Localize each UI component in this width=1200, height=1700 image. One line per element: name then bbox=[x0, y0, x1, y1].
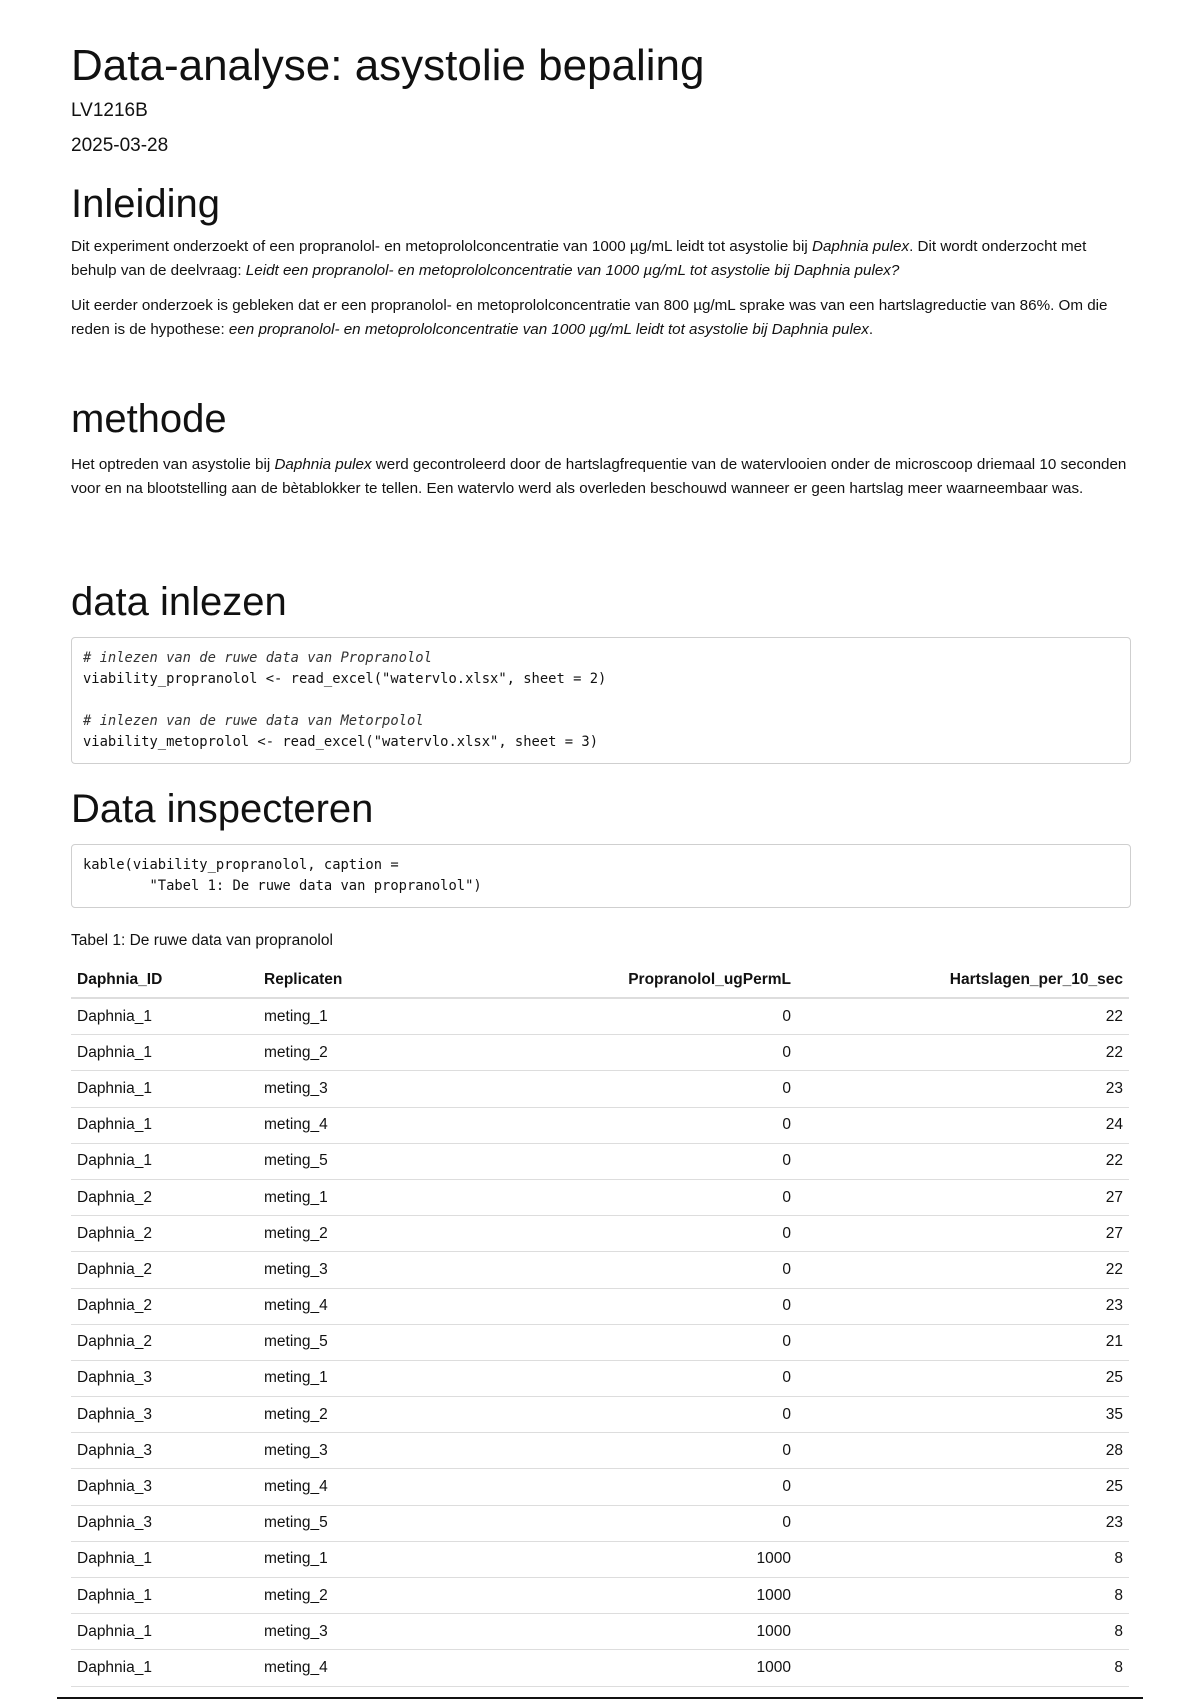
cell-daphnia-id: Daphnia_2 bbox=[71, 1179, 258, 1215]
page-title: Data-analyse: asystolie bepaling bbox=[71, 41, 705, 90]
cell-daphnia-id: Daphnia_2 bbox=[71, 1216, 258, 1252]
cell-hartslagen: 22 bbox=[797, 998, 1129, 1035]
cell-propranolol: 0 bbox=[470, 1433, 797, 1469]
cell-daphnia-id: Daphnia_1 bbox=[71, 1071, 258, 1107]
cell-hartslagen: 23 bbox=[797, 1505, 1129, 1541]
cell-replicaat: meting_3 bbox=[258, 1433, 470, 1469]
cell-replicaat: meting_1 bbox=[258, 1541, 470, 1577]
cell-propranolol: 0 bbox=[470, 1252, 797, 1288]
column-header-replicaten: Replicaten bbox=[258, 962, 470, 998]
table-row bbox=[71, 1614, 1129, 1650]
table-row bbox=[71, 1288, 1129, 1324]
cell-hartslagen: 8 bbox=[797, 1614, 1129, 1650]
cell-hartslagen: 8 bbox=[797, 1650, 1129, 1686]
section-heading-data-inlezen: data inlezen bbox=[71, 580, 287, 624]
table-header-row bbox=[71, 962, 1129, 998]
table-body bbox=[71, 998, 1129, 1686]
cell-replicaat: meting_4 bbox=[258, 1650, 470, 1686]
column-header-daphnia-id: Daphnia_ID bbox=[71, 962, 258, 998]
cell-hartslagen: 28 bbox=[797, 1433, 1129, 1469]
cell-daphnia-id: Daphnia_3 bbox=[71, 1505, 258, 1541]
table-row bbox=[71, 1505, 1129, 1541]
cell-propranolol: 0 bbox=[470, 1288, 797, 1324]
italic-text-segment: Leidt een propranolol- en metoprololconcentratie van 1000 µg/mL tot asystolie bij Daphnia pulex? bbox=[245, 262, 900, 279]
table-row bbox=[71, 1541, 1129, 1577]
table-row bbox=[71, 1071, 1129, 1107]
table-row bbox=[71, 1397, 1129, 1433]
author: LV1216B bbox=[71, 100, 148, 121]
cell-hartslagen: 22 bbox=[797, 1143, 1129, 1179]
table-row bbox=[71, 1360, 1129, 1396]
cell-replicaat: meting_2 bbox=[258, 1578, 470, 1614]
text-segment: . bbox=[868, 321, 874, 338]
cell-daphnia-id: Daphnia_1 bbox=[71, 1107, 258, 1143]
text-segment: Het optreden van asystolie bij bbox=[71, 456, 275, 473]
cell-propranolol: 0 bbox=[470, 1071, 797, 1107]
cell-daphnia-id: Daphnia_1 bbox=[71, 1143, 258, 1179]
cell-replicaat: meting_3 bbox=[258, 1071, 470, 1107]
column-header-propranolol: Propranolol_ugPermL bbox=[470, 962, 797, 998]
cell-propranolol: 0 bbox=[470, 1469, 797, 1505]
cell-hartslagen: 27 bbox=[797, 1179, 1129, 1215]
column-header-hartslagen: Hartslagen_per_10_sec bbox=[797, 962, 1129, 998]
table-caption: Tabel 1: De ruwe data van propranolol bbox=[71, 932, 333, 949]
cell-hartslagen: 23 bbox=[797, 1288, 1129, 1324]
code-line: viability_propranolol <- read_excel("watervlo.xlsx", sheet = 2) bbox=[83, 671, 607, 687]
code-line: viability_metoprolol <- read_excel("watervlo.xlsx", sheet = 3) bbox=[83, 734, 598, 750]
section-heading-data-inspecteren: Data inspecteren bbox=[71, 787, 374, 831]
cell-replicaat: meting_3 bbox=[258, 1614, 470, 1650]
code-comment-line: # inlezen van de ruwe data van Metorpolol bbox=[83, 713, 424, 729]
cell-hartslagen: 27 bbox=[797, 1216, 1129, 1252]
cell-replicaat: meting_3 bbox=[258, 1252, 470, 1288]
table-row bbox=[71, 1433, 1129, 1469]
page-bottom-divider bbox=[57, 1697, 1143, 1699]
table-row bbox=[71, 1216, 1129, 1252]
italic-text-segment: een propranolol- en metoprololconcentratie van 1000 µg/mL leidt tot asystolie bij Daphnia pulex bbox=[228, 321, 869, 338]
cell-replicaat: meting_2 bbox=[258, 1216, 470, 1252]
cell-replicaat: meting_5 bbox=[258, 1324, 470, 1360]
cell-replicaat: meting_2 bbox=[258, 1397, 470, 1433]
text-segment: Dit experiment onderzoekt of een propranolol- en metoprololconcentratie van 1000 µg/mL leidt tot asystolie bij bbox=[71, 238, 812, 255]
section-heading-methode: methode bbox=[71, 397, 227, 441]
cell-daphnia-id: Daphnia_3 bbox=[71, 1433, 258, 1469]
cell-daphnia-id: Daphnia_2 bbox=[71, 1252, 258, 1288]
cell-replicaat: meting_4 bbox=[258, 1288, 470, 1324]
data-table bbox=[71, 962, 1129, 1687]
cell-propranolol: 0 bbox=[470, 1179, 797, 1215]
cell-propranolol: 1000 bbox=[470, 1614, 797, 1650]
table-row bbox=[71, 1143, 1129, 1179]
methode-paragraph bbox=[71, 453, 1129, 501]
code-line: "Tabel 1: De ruwe data van propranolol") bbox=[83, 878, 482, 894]
cell-propranolol: 0 bbox=[470, 1216, 797, 1252]
cell-hartslagen: 25 bbox=[797, 1469, 1129, 1505]
cell-hartslagen: 25 bbox=[797, 1360, 1129, 1396]
cell-hartslagen: 22 bbox=[797, 1252, 1129, 1288]
cell-replicaat: meting_1 bbox=[258, 1360, 470, 1396]
cell-daphnia-id: Daphnia_2 bbox=[71, 1324, 258, 1360]
cell-propranolol: 0 bbox=[470, 1397, 797, 1433]
cell-daphnia-id: Daphnia_3 bbox=[71, 1469, 258, 1505]
table-row bbox=[71, 1107, 1129, 1143]
table-row bbox=[71, 1578, 1129, 1614]
table-row bbox=[71, 1469, 1129, 1505]
cell-replicaat: meting_1 bbox=[258, 998, 470, 1035]
cell-daphnia-id: Daphnia_1 bbox=[71, 1035, 258, 1071]
cell-daphnia-id: Daphnia_1 bbox=[71, 998, 258, 1035]
text-segment: Uit eerder onderzoek is gebleken dat er een propranolol- en metoprololconcentratie van 800 µg/mL sprake was van een hartslagreductie van 86%. Om die reden is de hypothese: bbox=[71, 297, 1108, 338]
section-heading-inleiding: Inleiding bbox=[71, 182, 221, 226]
cell-hartslagen: 23 bbox=[797, 1071, 1129, 1107]
cell-replicaat: meting_2 bbox=[258, 1035, 470, 1071]
code-block-data-inspecteren bbox=[71, 844, 1131, 908]
cell-hartslagen: 8 bbox=[797, 1541, 1129, 1577]
inleiding-paragraph-1 bbox=[71, 235, 1129, 283]
cell-daphnia-id: Daphnia_1 bbox=[71, 1541, 258, 1577]
table-row bbox=[71, 1650, 1129, 1686]
cell-daphnia-id: Daphnia_1 bbox=[71, 1578, 258, 1614]
date: 2025-03-28 bbox=[71, 135, 169, 156]
cell-propranolol: 0 bbox=[470, 1035, 797, 1071]
cell-daphnia-id: Daphnia_1 bbox=[71, 1650, 258, 1686]
table-row bbox=[71, 1252, 1129, 1288]
italic-text-segment: Daphnia pulex bbox=[811, 238, 910, 255]
cell-hartslagen: 24 bbox=[797, 1107, 1129, 1143]
cell-daphnia-id: Daphnia_2 bbox=[71, 1288, 258, 1324]
table-row bbox=[71, 1179, 1129, 1215]
code-line: kable(viability_propranolol, caption = bbox=[83, 857, 399, 873]
text-segment: . Dit wordt onderzocht met behulp van de deelvraag: bbox=[71, 238, 1087, 279]
italic-text-segment: Daphnia pulex bbox=[274, 456, 372, 473]
cell-propranolol: 0 bbox=[470, 1505, 797, 1541]
cell-daphnia-id: Daphnia_3 bbox=[71, 1397, 258, 1433]
cell-hartslagen: 35 bbox=[797, 1397, 1129, 1433]
table-row bbox=[71, 998, 1129, 1035]
cell-replicaat: meting_5 bbox=[258, 1143, 470, 1179]
cell-replicaat: meting_5 bbox=[258, 1505, 470, 1541]
cell-propranolol: 1000 bbox=[470, 1541, 797, 1577]
cell-replicaat: meting_4 bbox=[258, 1469, 470, 1505]
cell-daphnia-id: Daphnia_1 bbox=[71, 1614, 258, 1650]
cell-propranolol: 0 bbox=[470, 1324, 797, 1360]
cell-daphnia-id: Daphnia_3 bbox=[71, 1360, 258, 1396]
cell-propranolol: 0 bbox=[470, 1143, 797, 1179]
cell-replicaat: meting_1 bbox=[258, 1179, 470, 1215]
text-segment: werd gecontroleerd door de hartslagfrequentie van de watervlooien onder de microscoop driemaal 10 seconden voor en na blootstelling aan de bètablokker te tellen. Een watervlo werd als overleden beschouwd wanneer er geen hartslag meer waarneembaar was. bbox=[71, 456, 1127, 497]
cell-hartslagen: 21 bbox=[797, 1324, 1129, 1360]
inleiding-paragraph-2 bbox=[71, 294, 1129, 342]
cell-propranolol: 1000 bbox=[470, 1650, 797, 1686]
cell-propranolol: 1000 bbox=[470, 1578, 797, 1614]
code-line bbox=[83, 690, 1119, 711]
code-block-data-inlezen bbox=[71, 637, 1131, 764]
cell-propranolol: 0 bbox=[470, 1360, 797, 1396]
cell-propranolol: 0 bbox=[470, 1107, 797, 1143]
cell-hartslagen: 22 bbox=[797, 1035, 1129, 1071]
table-row bbox=[71, 1035, 1129, 1071]
cell-propranolol: 0 bbox=[470, 998, 797, 1035]
table-row bbox=[71, 1324, 1129, 1360]
cell-hartslagen: 8 bbox=[797, 1578, 1129, 1614]
cell-replicaat: meting_4 bbox=[258, 1107, 470, 1143]
code-comment-line: # inlezen van de ruwe data van Propranolol bbox=[83, 650, 432, 666]
